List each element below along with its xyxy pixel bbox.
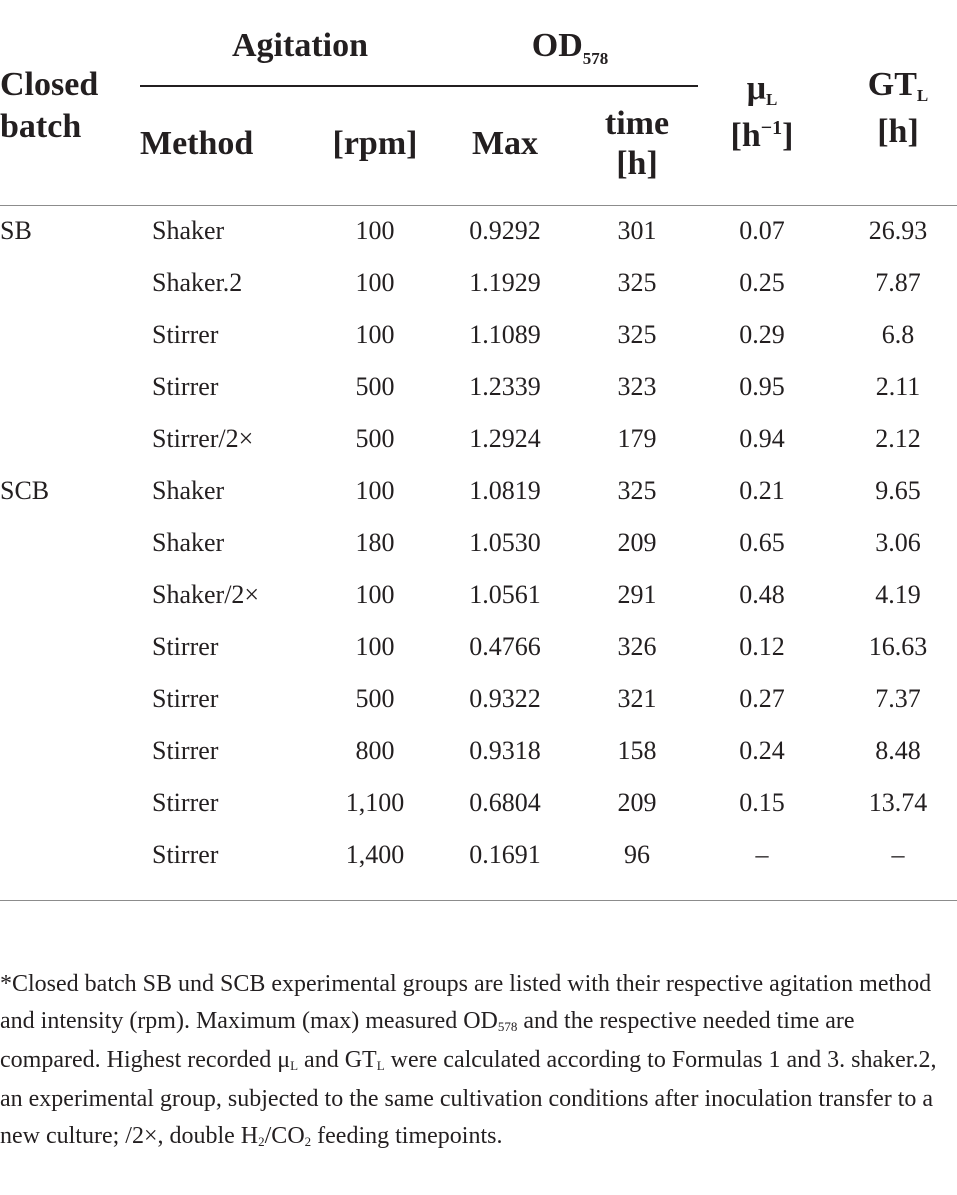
cell-max: 1.0561	[469, 580, 541, 609]
cell-mu: 0.07	[739, 216, 785, 245]
table-row	[0, 257, 957, 309]
cell-time: 301	[617, 216, 657, 245]
cell-time: 209	[617, 788, 657, 817]
cell-gt: 4.19	[875, 580, 921, 609]
cell-max: 0.9318	[469, 736, 541, 765]
cell-method: Stirrer	[152, 632, 219, 661]
cell-gt: 2.12	[875, 424, 921, 453]
header-method: Method	[140, 125, 254, 162]
cell-time: 325	[617, 476, 657, 505]
cell-max: 1.1929	[469, 268, 541, 297]
cell-gt: 7.87	[875, 268, 921, 297]
cell-group: SB	[0, 216, 32, 245]
cell-max: 1.2339	[469, 372, 541, 401]
cell-gt: –	[891, 840, 905, 869]
cell-rpm: 1,400	[345, 840, 405, 869]
cell-gt: 16.63	[868, 632, 928, 661]
header-group-rule	[140, 85, 698, 87]
cell-mu: 0.94	[739, 424, 785, 453]
cell-method: Shaker.2	[152, 268, 243, 297]
header-od: $OD_{578}$	[531, 27, 609, 68]
cell-time: 179	[617, 424, 657, 453]
table-row	[0, 517, 957, 569]
cell-rpm: 500	[355, 684, 395, 713]
cell-max: 0.9322	[469, 684, 541, 713]
cell-gt: 6.8	[881, 320, 915, 349]
table-row	[0, 621, 957, 673]
header-mu: μL $[h^{-1}]$	[730, 70, 794, 154]
cell-rpm: 800	[355, 736, 395, 765]
cell-method: Shaker/2×	[152, 580, 260, 609]
cell-method: Shaker	[152, 528, 225, 557]
cell-time: 321	[617, 684, 657, 713]
cell-max: 0.6804	[469, 788, 541, 817]
cell-gt: 13.74	[868, 788, 928, 817]
table-row	[0, 205, 957, 257]
table-row	[0, 413, 957, 465]
cell-mu: 0.29	[739, 320, 785, 349]
header-max: Max	[471, 125, 539, 162]
table-row	[0, 673, 957, 725]
table-row	[0, 829, 957, 881]
cell-time: 325	[617, 320, 657, 349]
cell-mu: 0.95	[739, 372, 785, 401]
cell-time: 291	[617, 580, 657, 609]
cell-max: 1.0530	[469, 528, 541, 557]
cell-method: Stirrer	[152, 788, 219, 817]
header-agitation: Agitation	[232, 27, 368, 64]
cell-mu: 0.25	[739, 268, 785, 297]
cell-rpm: 100	[355, 632, 395, 661]
cell-time: 325	[617, 268, 657, 297]
cell-rpm: 180	[355, 528, 395, 557]
cell-gt: 7.37	[875, 684, 921, 713]
cell-method: Stirrer/2×	[152, 424, 254, 453]
cell-gt: 2.11	[875, 372, 921, 401]
cell-rpm: 100	[355, 216, 395, 245]
cell-max: 0.9292	[469, 216, 541, 245]
table-row	[0, 465, 957, 517]
header-closed-batch: Closed batch	[0, 66, 99, 145]
cell-mu: 0.21	[739, 476, 785, 505]
header-time: time [h]	[604, 105, 670, 182]
cell-mu: 0.15	[739, 788, 785, 817]
cell-method: Stirrer	[152, 736, 219, 765]
cell-gt: 9.65	[875, 476, 921, 505]
cell-max: 1.0819	[469, 476, 541, 505]
cell-method: Stirrer	[152, 320, 219, 349]
header-gt: GTL [h]	[867, 66, 929, 150]
cell-max: 0.1691	[469, 840, 541, 869]
cell-mu: –	[755, 840, 769, 869]
table-row	[0, 361, 957, 413]
cell-method: Stirrer	[152, 684, 219, 713]
cell-method: Stirrer	[152, 372, 219, 401]
cell-mu: 0.12	[739, 632, 785, 661]
cell-rpm: 500	[355, 372, 395, 401]
table-row	[0, 725, 957, 777]
cell-gt: 3.06	[875, 528, 921, 557]
table-row	[0, 309, 957, 361]
cell-time: 158	[617, 736, 657, 765]
cell-max: 1.1089	[469, 320, 541, 349]
cell-max: 0.4766	[469, 632, 541, 661]
header-rpm: [rpm]	[332, 125, 418, 162]
table-row	[0, 569, 957, 621]
cell-rpm: 500	[355, 424, 395, 453]
cell-method: Shaker	[152, 476, 225, 505]
cell-rpm: 100	[355, 580, 395, 609]
table-row	[0, 777, 957, 829]
cell-time: 209	[617, 528, 657, 557]
cell-mu: 0.24	[739, 736, 785, 765]
cell-mu: 0.27	[739, 684, 785, 713]
cell-mu: 0.65	[739, 528, 785, 557]
cell-rpm: 100	[355, 476, 395, 505]
cell-rpm: 100	[355, 268, 395, 297]
table-footnote: *Closed batch SB und SCB experimental groups are listed with their respective agitation method and intensity (rpm). Maximum (max) measured OD578 and the respective needed time are compared. Highest recorded μL and GTL were calculated according to Formulas 1 and 3. shaker.2, an experimental group, subjected to the same cultivation conditions after inoculation transfer to a new culture; /2×, double H2/CO2 feeding timepoints.	[0, 971, 937, 1149]
cell-mu: 0.48	[739, 580, 785, 609]
cell-gt: 8.48	[875, 736, 921, 765]
cell-rpm: 1,100	[345, 788, 405, 817]
cell-rpm: 100	[355, 320, 395, 349]
table-bottom-rule	[0, 900, 957, 901]
cell-time: 96	[624, 840, 650, 869]
cell-max: 1.2924	[469, 424, 541, 453]
cell-time: 326	[617, 632, 657, 661]
cell-group: SCB	[0, 476, 50, 505]
cell-method: Stirrer	[152, 840, 219, 869]
cell-gt: 26.93	[868, 216, 928, 245]
cell-method: Shaker	[152, 216, 225, 245]
cell-time: 323	[617, 372, 657, 401]
